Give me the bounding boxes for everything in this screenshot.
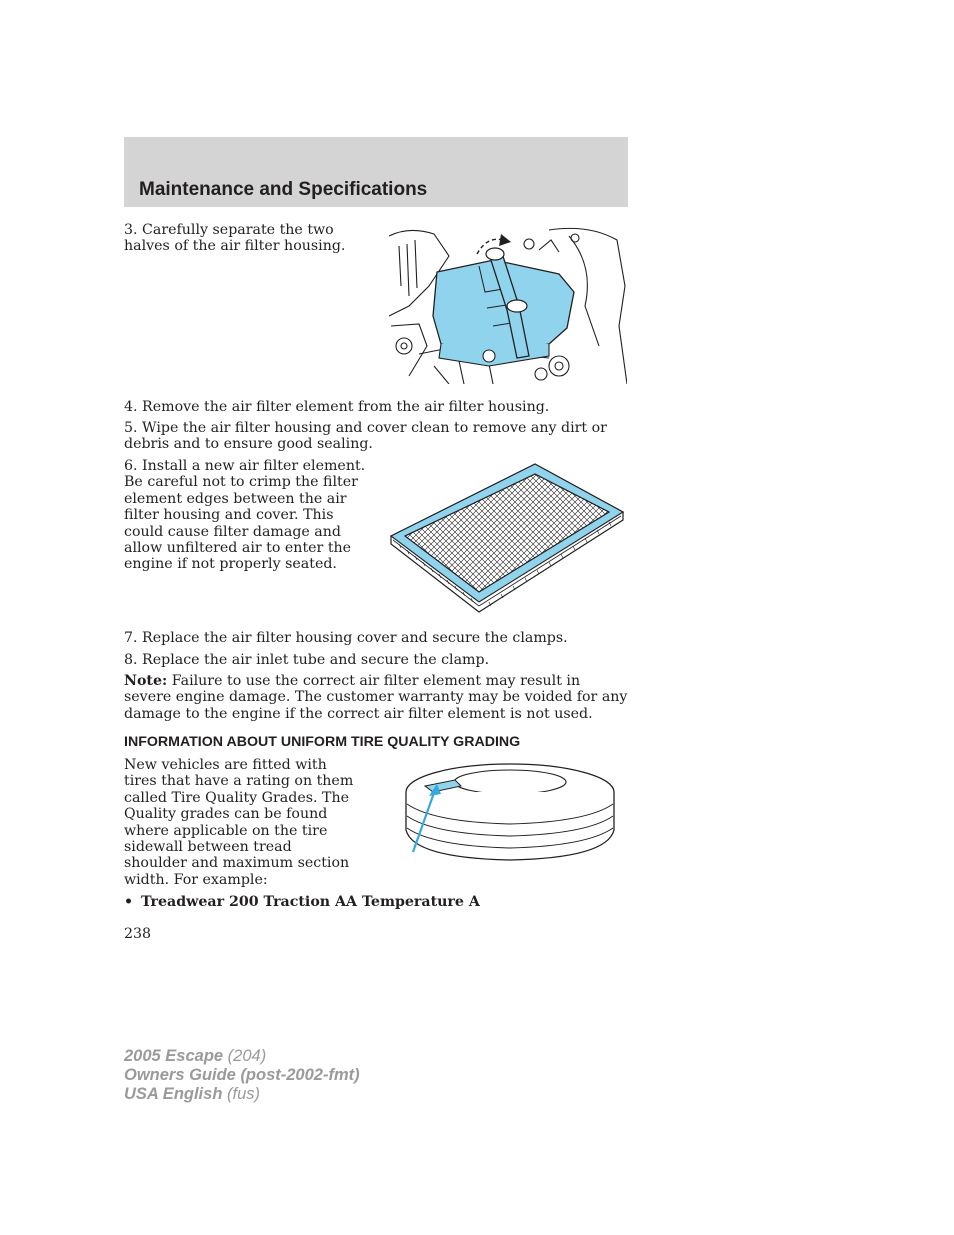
step-5: 5. Wipe the air filter housing and cover clean to remove any dirt or debris and to ensure good sealing. [124,420,607,453]
step-8: 8. Replace the air inlet tube and secure the clamp. [124,652,490,668]
section-header-band [124,137,628,207]
tire-grading-intro: New vehicles are fitted with tires that have a rating on them called Tire Quality Grades. The Quality grades can be found where applicable on the tire sidewall between tread shoulder and maximum section width. For example: [124,757,354,888]
step-3: 3. Carefully separate the two halves of the air filter housing. [124,222,346,255]
bullet-symbol: • [124,894,134,910]
tire-grade-example [124,894,480,910]
page-number: 238 [124,926,152,942]
footer-line-2: Owners Guide (post-2002-fmt) [124,1066,360,1084]
tire-grade-example-text: Treadwear 200 Traction AA Temperature A [141,894,480,910]
footer-line-3 [124,1085,360,1104]
footer-model-code: (204) [223,1047,267,1065]
step-7: 7. Replace the air filter housing cover and secure the clamps. [124,630,568,646]
note-label: Note: [124,673,168,689]
footer-model: 2005 Escape [124,1047,224,1065]
document-footer [124,1047,360,1104]
step-6: 6. Install a new air filter element. Be careful not to crimp the filter element edges between the air filter housing and cover. This could cause filter damage and allow unfiltered air to enter the engine if not properly seated. [124,458,366,573]
tire-sidewall-illustration [403,760,617,864]
air-filter-housing-illustration [389,226,627,384]
footer-language-code: (fus) [222,1085,260,1103]
note-text: Failure to use the correct air filter element may result in severe engine damage. The customer warranty may be voided for any damage to the engine if the correct air filter element is not used. [124,673,628,722]
step-4: 4. Remove the air filter element from the air filter housing. [124,399,550,415]
footer-language: USA English [124,1085,223,1103]
footer-line-1 [124,1047,360,1066]
tire-grading-heading: INFORMATION ABOUT UNIFORM TIRE QUALITY GRADING [124,734,521,750]
air-filter-element-illustration [389,460,627,616]
note-paragraph [124,673,630,722]
section-title: Maintenance and Specifications [139,179,428,200]
